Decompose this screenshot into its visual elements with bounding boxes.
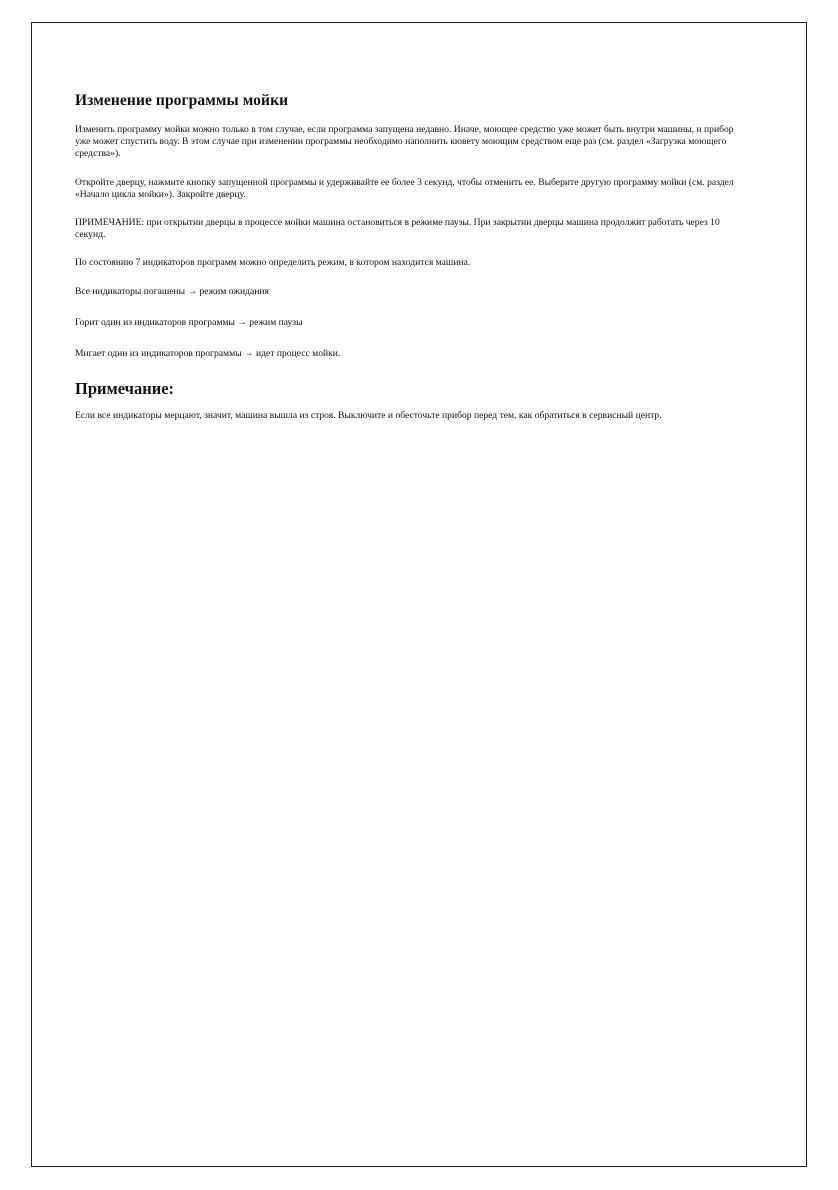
paragraph-indicators: По состоянию 7 индикаторов программ можно определить режим, в котором находится машина. — [75, 257, 471, 269]
paragraph-door-note: ПРИМЕЧАНИЕ: при открытии дверцы в процессе мойки машина остановиться в режиме паузы. При закрытии дверцы машина продолжит работать через 10 секунд. — [75, 217, 720, 241]
document-body — [75, 92, 747, 438]
paragraph-standby-mode: Все индикаторы погашены → режим ожидания — [75, 285, 269, 297]
note-title: Примечание: — [75, 379, 175, 399]
note-text: Если все индикаторы мерцают, значит, машина вышла из строя. Выключите и обесточьте прибор перед тем, как обратиться в сервисный центр. — [75, 410, 662, 422]
paragraph-open-door: Откройте дверцу, нажмите кнопку запущенной программы и удерживайте ее более 3 секунд, чтобы отменить ее. Выберите другую программу мойки (см. раздел «Начало цикла мойки»). Закройте дверцу. — [75, 176, 734, 200]
paragraph-pause-mode: Горит один из индикаторов программы → режим паузы — [75, 316, 303, 328]
paragraph-change-program: Изменить программу мойки можно только в том случае, если программа запущена недавно. Иначе, моющее средство уже может быть внутри машины, и прибор уже может спустить воду. В этом случае при изменении программы необходимо наполнить кювету моющим средством еще раз (см. раздел «Загрузка моющего средства»). — [75, 124, 734, 160]
paragraph-washing-mode: Мигает один из индикаторов программы → идет процесс мойки. — [75, 348, 341, 360]
section-title: Изменение программы мойки — [75, 92, 289, 109]
